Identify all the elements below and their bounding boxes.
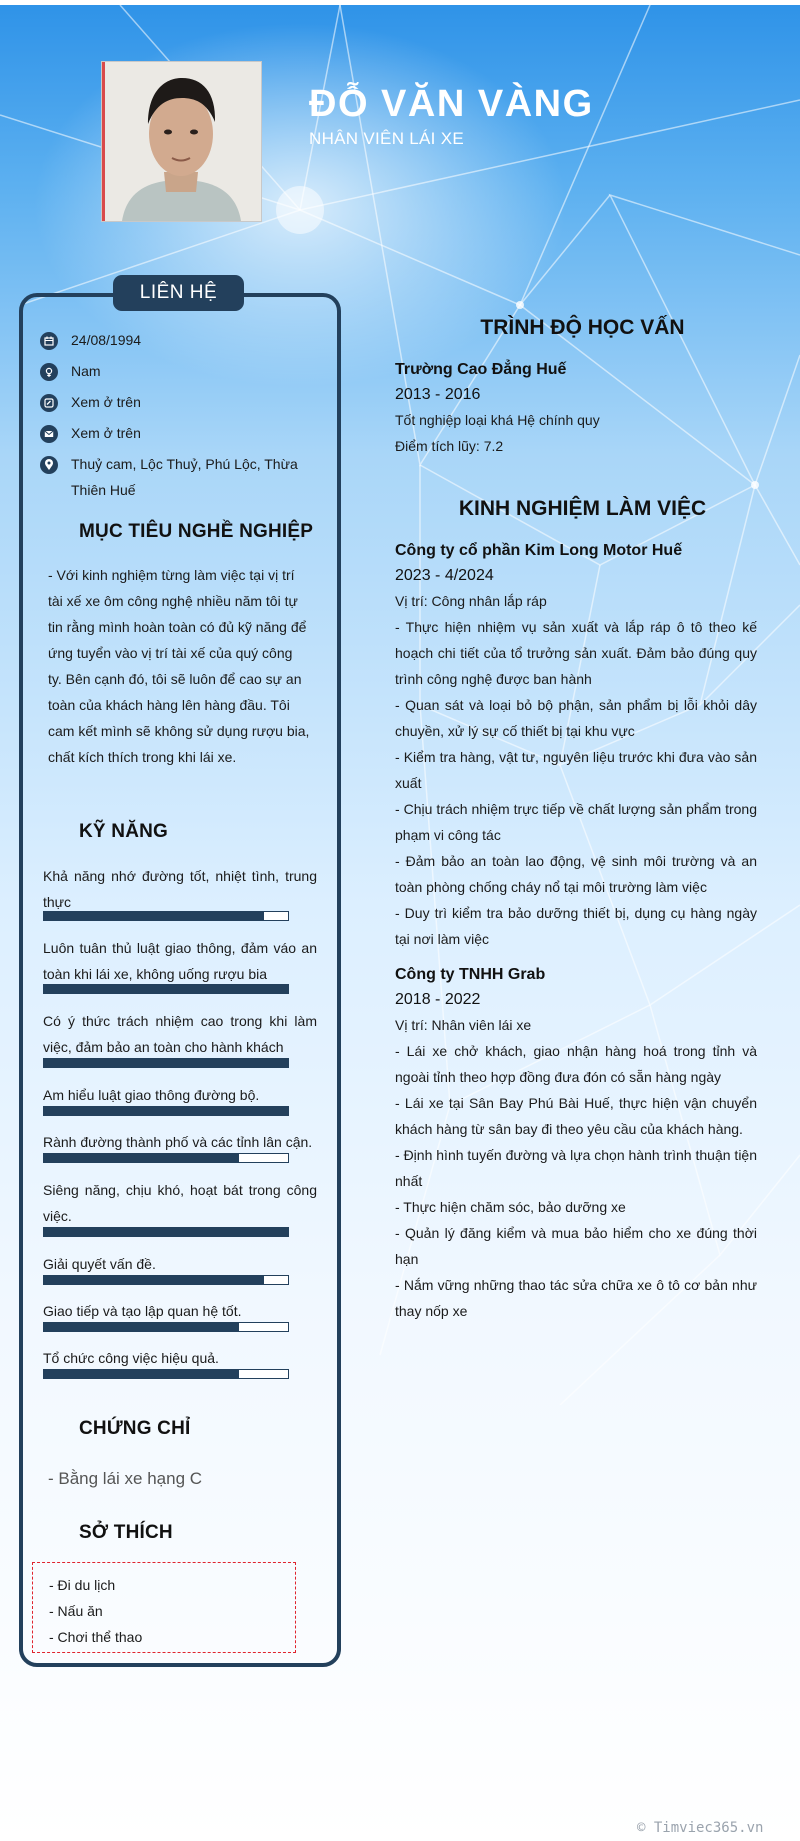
contact-birthday-text: 24/08/1994 [71, 332, 142, 348]
job-duty: - Quản lý đăng kiểm và mua bảo hiểm cho xe đúng thời hạn [395, 1225, 757, 1267]
hobby-item: - Nấu ăn [49, 1603, 103, 1619]
hobby-item: - Đi du lịch [49, 1577, 116, 1593]
skill-label: Giải quyết vấn đề. [43, 1256, 156, 1272]
profile-photo-image [102, 62, 261, 221]
contact-address-text: Thuỷ cam, Lộc Thuỷ, Phú Lộc, Thừa Thiên Huế [71, 456, 298, 498]
skill-bar [43, 1106, 289, 1116]
job-duty: - Duy trì kiểm tra bảo dưỡng thiết bị, dụng cụ hàng ngày tại nơi làm việc [395, 905, 757, 947]
education-detail: Tốt nghiệp loại khá Hệ chính quy [395, 412, 600, 428]
job-duty: - Đảm bảo an toàn lao động, vệ sinh môi trường và an toàn phòng chống cháy nổ tại môi trường làm việc [395, 853, 757, 895]
skill-bar [43, 1058, 289, 1068]
job-duty: - Lái xe tại Sân Bay Phú Bài Huế, thực hiện vận chuyển khách hàng từ sân bay đi theo yêu cầu của khách hàng. [395, 1095, 757, 1137]
contact-gender-text: Nam [71, 363, 101, 379]
candidate-name: ĐỖ VĂN VÀNG [309, 83, 594, 125]
education-heading: TRÌNH ĐỘ HỌC VẤN [480, 316, 685, 339]
skill-label: Rành đường thành phố và các tỉnh lân cận. [43, 1134, 313, 1150]
skill-bar [43, 1153, 289, 1163]
skills-heading: KỸ NĂNG [79, 821, 169, 842]
contact-email-text: Xem ở trên [71, 425, 141, 441]
skill-label: Tổ chức công việc hiệu quả. [43, 1350, 219, 1366]
skill-bar [43, 1322, 289, 1332]
contact-address [40, 455, 311, 503]
skill-bar-fill [44, 1370, 239, 1378]
skill-bar-fill [44, 1323, 239, 1331]
contact-birthday [40, 331, 311, 353]
skill-bar-fill [44, 1107, 288, 1115]
skill-bar [43, 1275, 289, 1285]
job-period: 2023 - 4/2024 [395, 567, 494, 584]
calendar-icon [40, 332, 58, 350]
education-period: 2013 - 2016 [395, 386, 481, 403]
job-position: Vị trí: Công nhân lắp ráp [395, 593, 547, 609]
job-company: Công ty cổ phần Kim Long Motor Huế [395, 542, 683, 559]
skill-bar [43, 1369, 289, 1379]
job-duty: - Quan sát và loại bỏ bộ phận, sản phẩm bị lỗi khỏi dây chuyền, xử lý sự cố thiết bị tại khu vực [395, 697, 757, 739]
skill-bar-fill [44, 1059, 288, 1067]
job-duty: - Lái xe chở khách, giao nhận hàng hoá trong tỉnh và ngoài tỉnh theo hợp đồng đưa đón có sẵn hàng ngày [395, 1043, 757, 1085]
skill-bar [43, 1227, 289, 1237]
contact-gender [40, 362, 311, 384]
skill-bar [43, 984, 289, 994]
job-duty: - Kiểm tra hàng, vật tư, nguyên liệu trước khi đưa vào sản xuất [395, 749, 757, 791]
certificate-item: - Bằng lái xe hạng C [48, 1469, 203, 1488]
contact-heading: LIÊN HỆ [113, 275, 244, 311]
certificates-heading: CHỨNG CHỈ [79, 1418, 191, 1439]
skill-label: Am hiểu luật giao thông đường bộ. [43, 1087, 260, 1103]
hobby-item: - Chơi thể thao [49, 1629, 143, 1645]
skill-bar-fill [44, 912, 264, 920]
experience-heading: KINH NGHIỆM LÀM VIỆC [458, 497, 707, 520]
skill-label: Siêng năng, chịu khó, hoạt bát trong công việc. [43, 1182, 317, 1224]
skill-bar-fill [44, 1154, 239, 1162]
job-duty: - Chịu trách nhiệm trực tiếp về chất lượng sản phẩm trong phạm vi công tác [395, 801, 757, 843]
skill-bar-fill [44, 1228, 288, 1236]
job-period: 2018 - 2022 [395, 991, 481, 1008]
candidate-job-title: NHÂN VIÊN LÁI XE [309, 129, 465, 148]
contact-email [40, 424, 311, 446]
contact-phone [40, 393, 311, 415]
contact-phone-text: Xem ở trên [71, 394, 141, 410]
job-duty: - Thực hiện chăm sóc, bảo dưỡng xe [395, 1199, 626, 1215]
skill-label: Có ý thức trách nhiệm cao trong khi làm việc, đảm bảo an toàn cho hành khách [43, 1013, 317, 1055]
skill-label: Luôn tuân thủ luật giao thông, đảm váo an toàn khi lái xe, không uống rượu bia [43, 940, 317, 982]
education-school: Trường Cao Đẳng Huế [395, 361, 567, 378]
job-duty: - Thực hiện nhiệm vụ sản xuất và lắp ráp ô tô theo kế hoạch chi tiết của tổ trưởng sản xuất. Đảm bảo đúng quy trình công nghệ được ban hành [395, 619, 757, 687]
skill-bar [43, 911, 289, 921]
skill-label: Giao tiếp và tạo lập quan hệ tốt. [43, 1303, 242, 1319]
skill-bar-fill [44, 985, 288, 993]
phone-icon [40, 394, 58, 412]
cv-page [0, 5, 800, 1841]
location-icon [40, 456, 58, 474]
job-duty: - Nắm vững những thao tác sửa chữa xe ô tô cơ bản như thay nốp xe [395, 1277, 757, 1319]
job-company: Công ty TNHH Grab [395, 966, 546, 983]
hobbies-box [32, 1562, 296, 1653]
education-detail: Điểm tích lũy: 7.2 [395, 438, 504, 454]
email-icon [40, 425, 58, 443]
hobbies-heading: SỞ THÍCH [79, 1522, 173, 1543]
objective-text: - Với kinh nghiệm từng làm việc tại vị trí tài xế xe ôm công nghệ nhiều năm tôi tự tin rằng mình hoàn toàn có đủ kỹ năng để ứng tuyển vào vị trí tài xế của quý công ty. Bên cạnh đó, tôi sẽ luôn để cao sự an toàn của khách hàng lên hàng đầu. Tôi cam kết mình sẽ không sử dụng rượu bia, chất kích thích trong khi lái xe. [48, 567, 310, 765]
profile-photo [101, 61, 262, 222]
skill-bar-fill [44, 1276, 264, 1284]
objective-heading: MỤC TIÊU NGHỀ NGHIỆP [79, 521, 314, 542]
skill-label: Khả năng nhớ đường tốt, nhiệt tình, trung thực [43, 868, 317, 910]
job-position: Vị trí: Nhân viên lái xe [395, 1017, 532, 1033]
gender-icon [40, 363, 58, 381]
job-duty: - Định hình tuyến đường và lựa chọn hành trình thuận tiện nhất [395, 1147, 757, 1189]
watermark: © Timviec365.vn [637, 1820, 764, 1836]
